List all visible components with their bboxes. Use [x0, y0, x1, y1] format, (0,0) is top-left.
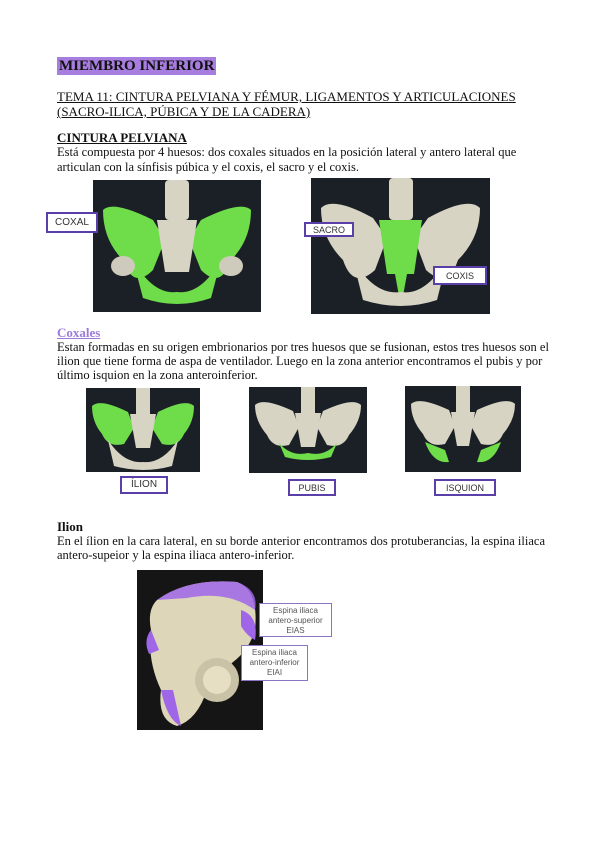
- coxales-title: Coxales: [57, 325, 101, 340]
- label-pubis: PUBIS: [288, 479, 336, 496]
- box-eiai-line1: Espina iliaca: [252, 648, 297, 657]
- pelvis-ilion-image: [86, 388, 200, 472]
- label-isquion: ISQUION: [434, 479, 496, 496]
- ilion-text-1: En el ílion en la cara lateral, en su borde anterior encontramos dos protuberancias, la espina iliaca: [57, 534, 545, 548]
- box-eiai-line2: antero-inferior: [249, 658, 300, 667]
- ilion-title: Ilion: [57, 519, 84, 534]
- section-heading: MIEMBRO INFERIOR: [59, 58, 215, 74]
- coxales-text-2: ilion que tiene forma de aspa de ventilador. Luego en la zona anterior encontramos el pubis y por: [57, 354, 543, 368]
- pelvis-pubis-image: [249, 387, 367, 473]
- label-coxis: COXIS: [433, 266, 487, 285]
- coxales-text-1: Estan formadas en su origen embrionarios por tres huesos que se fusionan, estos tres huesos son el: [57, 340, 549, 354]
- label-ilion: ÍLION: [120, 476, 168, 494]
- box-eias-line2: antero-superior: [268, 616, 323, 625]
- label-sacro: SACRO: [304, 222, 354, 237]
- pelvis-coxal-image: [93, 180, 261, 312]
- cintura-text-2: articulan con la sínfisis púbica y el coxis, el sacro y el coxis.: [57, 160, 359, 174]
- cintura-title: CINTURA PELVIANA: [57, 130, 187, 145]
- box-eiai: [241, 645, 308, 681]
- label-coxal: COXAL: [46, 212, 98, 233]
- ilion-text-2: antero-supeior y la espina iliaca antero-inferior.: [57, 548, 295, 562]
- coxales-text-3: último isquion en la zona anteroinferior.: [57, 368, 258, 382]
- box-eiai-line3: EIAI: [266, 668, 283, 677]
- pelvis-isquion-image: [405, 386, 521, 472]
- box-eias-line1: Espina iliaca: [273, 606, 318, 615]
- box-eias-line3: EIAS: [286, 626, 305, 635]
- pelvis-sacro-image: [311, 178, 490, 314]
- topic-title: TEMA 11: CINTURA PELVIANA Y FÉMUR, LIGAMENTOS Y ARTICULACIONES (SACRO-ILICA, PÚBICA Y DE LA CADERA): [57, 89, 516, 119]
- cintura-text-1: Está compuesta por 4 huesos: dos coxales situados en la posición lateral y antero lateral que: [57, 145, 517, 159]
- box-eias: [259, 603, 332, 637]
